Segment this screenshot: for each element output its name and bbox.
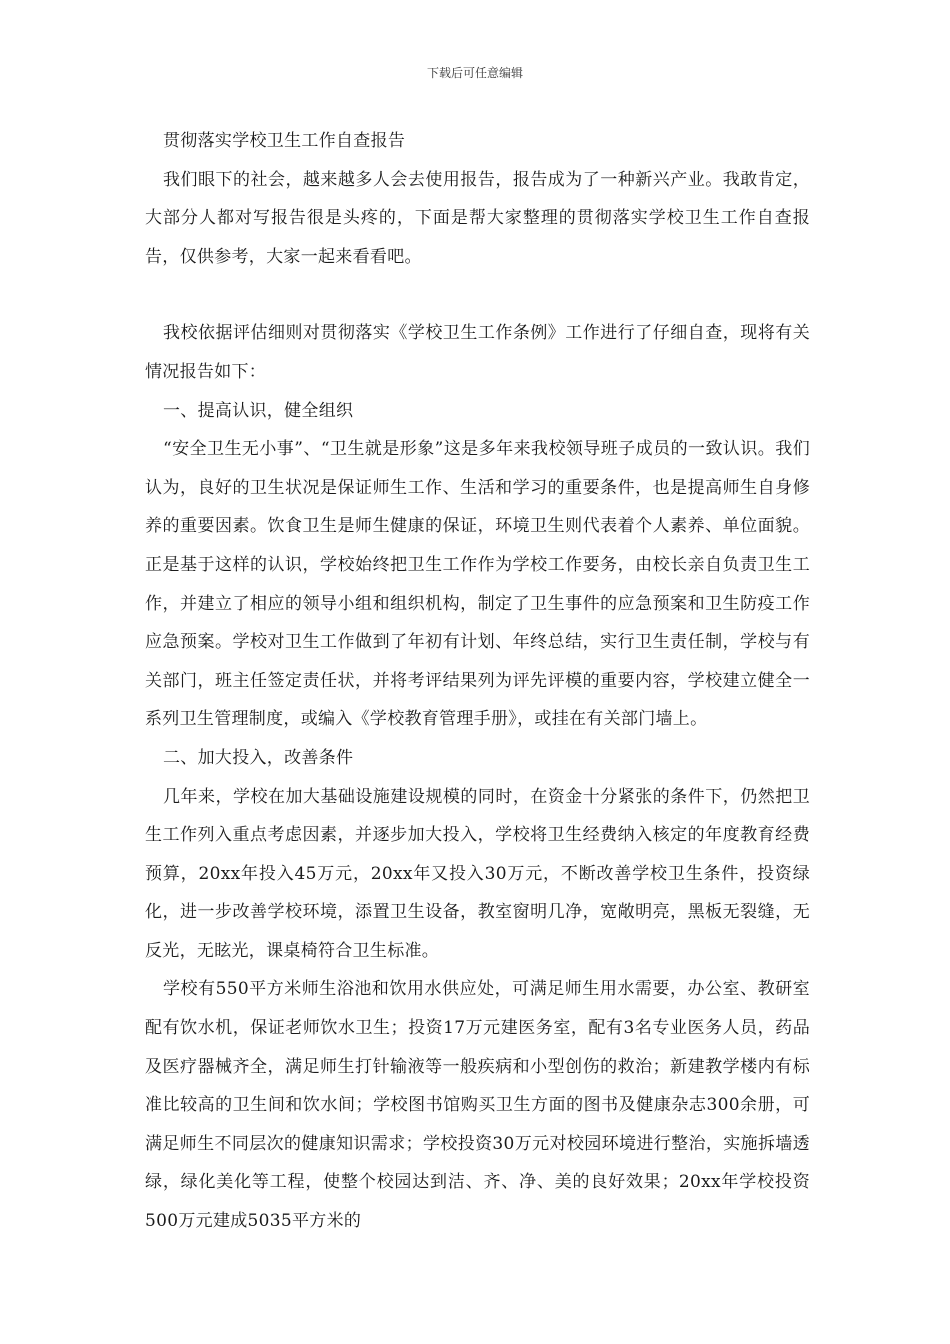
document-title: 贯彻落实学校卫生工作自查报告 xyxy=(163,131,406,151)
section2-heading: 二、加大投入，改善条件 xyxy=(163,747,354,768)
section2-paragraph-2: 学校有550平方米师生浴池和饮用水供应处，可满足师生用水需要，办公室、教研室配有饮水机，保证老师饮水卫生；投资17万元建医务室，配有3名专业医务人员，药品及医疗器械齐全，满足师生打针输液等一般疾病和小型创伤的救治；新建教学楼内有标准比较高的卫生间和饮水间；学校图书馆购买卫生方面的图书及健康杂志300余册，可满足师生不同层次的健康知识需求；学校投资30万元对校园环境进行整治，实施拆墙透绿，绿化美化等工程，使整个校园达到洁、齐、净、美的良好效果；20xx年学校投资500万元建成5035平方米的 xyxy=(145,979,810,1232)
opening-paragraph: 我校依据评估细则对贯彻落实《学校卫生工作条例》工作进行了仔细自查，现将有关情况报告如下： xyxy=(145,323,810,382)
document-body xyxy=(145,122,810,1241)
page-header-note: 下载后可任意编辑 xyxy=(426,66,523,80)
intro-paragraph: 我们眼下的社会，越来越多人会去使用报告，报告成为了一种新兴产业。我敢肯定，大部分人都对写报告很是头疼的，下面是帮大家整理的贯彻落实学校卫生工作自查报告，仅供参考，大家一起来看看吧。 xyxy=(145,169,810,267)
section2-paragraph-1: 几年来，学校在加大基础设施建设规模的同时，在资金十分紧张的条件下，仍然把卫生工作列入重点考虑因素，并逐步加大投入，学校将卫生经费纳入核定的年度教育经费预算，20xx年投入45万元，20xx年又投入30万元，不断改善学校卫生条件，投资绿化，进一步改善学校环境，添置卫生设备，教室窗明几净，宽敞明亮，黑板无裂缝，无反光，无眩光，课桌椅符合卫生标准。 xyxy=(145,786,810,961)
section1-paragraph: “安全卫生无小事”、“卫生就是形象”这是多年来我校领导班子成员的一致认识。我们认为，良好的卫生状况是保证师生工作、生活和学习的重要条件，也是提高师生自身修养的重要因素。饮食卫生是师生健康的保证，环境卫生则代表着个人素养、单位面貌。正是基于这样的认识，学校始终把卫生工作作为学校工作要务，由校长亲自负责卫生工作，并建立了相应的领导小组和组织机构，制定了卫生事件的应急预案和卫生防疫工作应急预案。学校对卫生工作做到了年初有计划、年终总结，实行卫生责任制，学校与有关部门，班主任签定责任状，并将考评结果列为评先评模的重要内容，学校建立健全一系列卫生管理制度，或编入《学校教育管理手册》，或挂在有关部门墙上。 xyxy=(145,439,810,730)
section1-heading: 一、提高认识，健全组织 xyxy=(163,400,354,421)
paragraph-gap xyxy=(145,276,810,314)
